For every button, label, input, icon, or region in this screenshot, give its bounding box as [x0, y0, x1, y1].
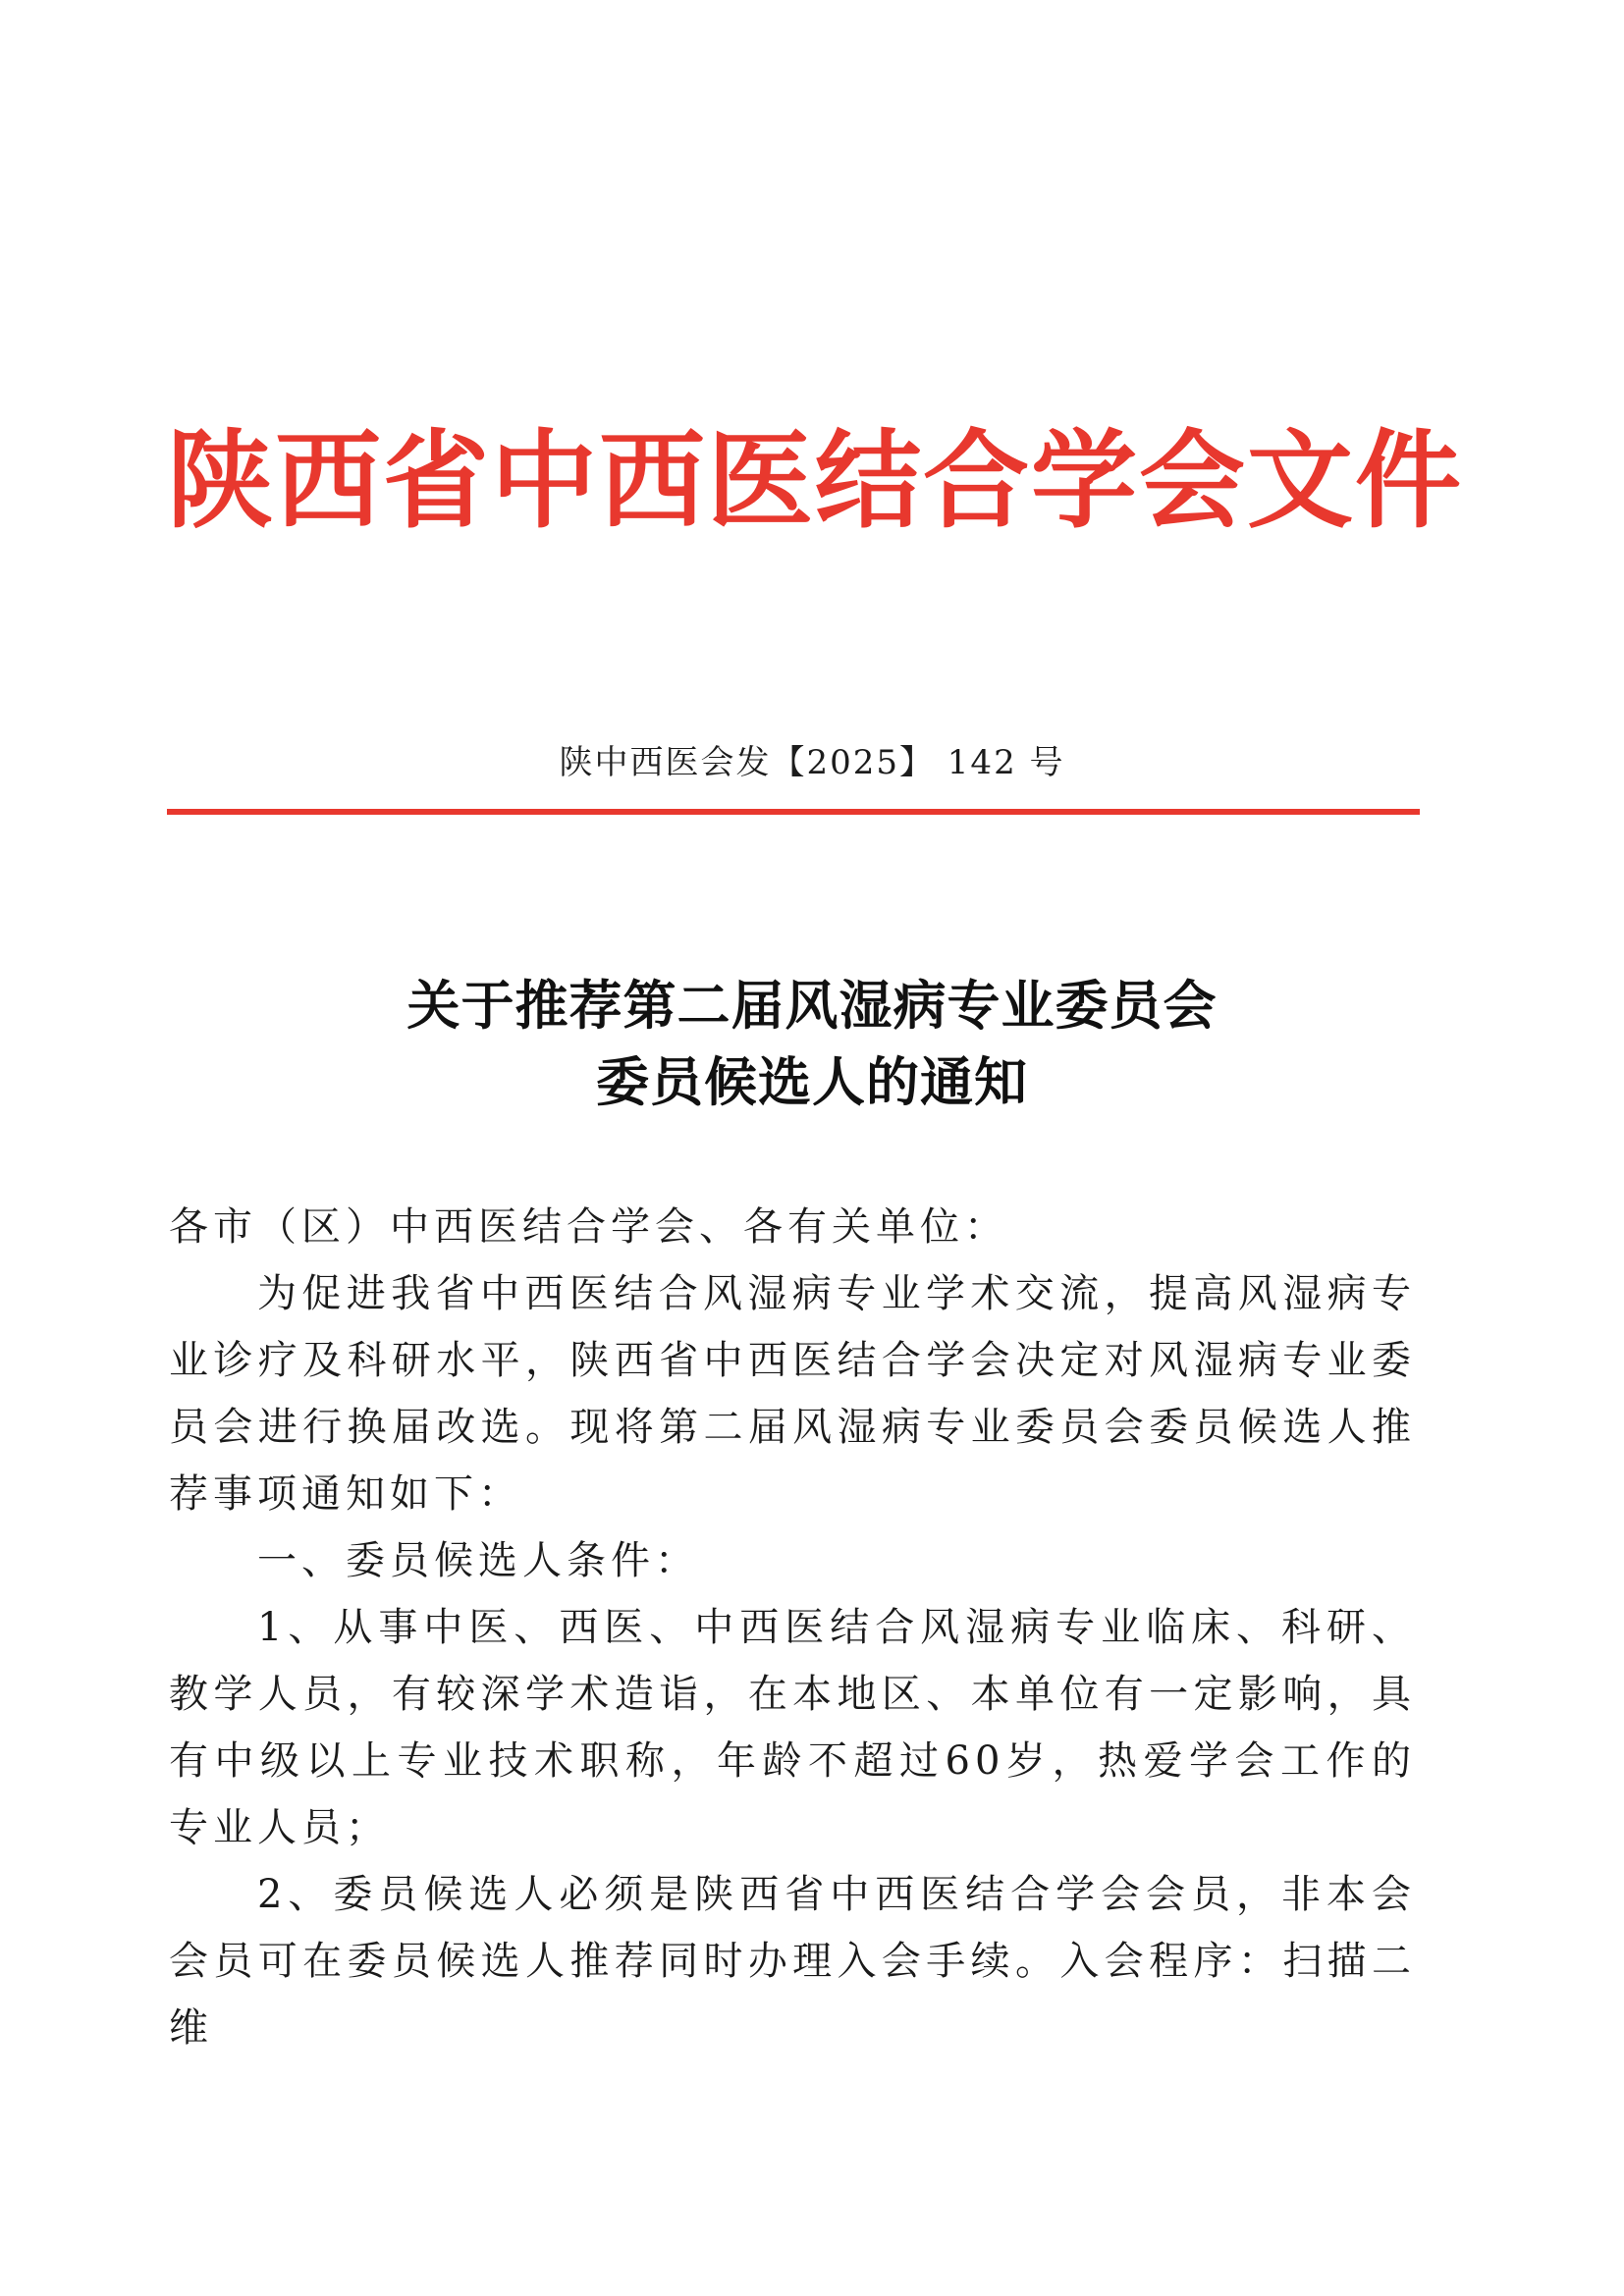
intro-paragraph: 为促进我省中西医结合风湿病专业学术交流，提高风湿病专业诊疗及科研水平，陕西省中西医结合学会决定对风湿病专业委员会进行换届改选。现将第二届风湿病专业委员会委员候选人推荐事项通知如下： [169, 1271, 1416, 1517]
title-line-2: 委员候选人的通知 [596, 1050, 1028, 1113]
notice-body [169, 1194, 1416, 2061]
condition-item-2: 2、委员候选人必须是陕西省中西医结合学会会员，非本会会员可在委员候选人推荐同时办理入会手续。入会程序：扫描二维 [169, 1872, 1416, 2051]
section-1-heading: 一、委员候选人条件： [257, 1538, 699, 1583]
header-divider [167, 809, 1420, 815]
condition-item-1: 1、从事中医、西医、中西医结合风湿病专业临床、科研、教学人员，有较深学术造诣，在本地区、本单位有一定影响，具有中级以上专业技术职称，年龄不超过60岁，热爱学会工作的专业人员； [169, 1605, 1416, 1850]
org-masthead: 陕西省中西医结合学会文件 [167, 419, 1464, 543]
title-line-1: 关于推荐第二届风湿病专业委员会 [406, 974, 1218, 1037]
notice-title [0, 967, 1624, 1120]
document-number: 陕中西医会发【2025】 142 号 [559, 743, 1065, 782]
salutation: 各市（区）中西医结合学会、各有关单位： [169, 1204, 1008, 1250]
